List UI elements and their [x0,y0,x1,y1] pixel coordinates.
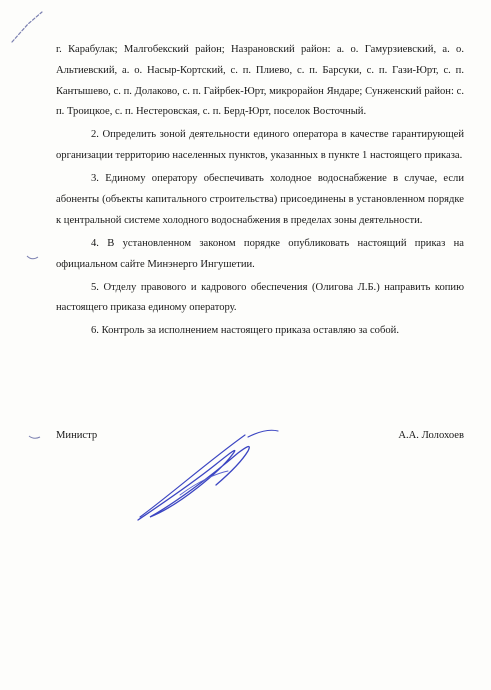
paragraph-item-4: 4. В установленном законом порядке опубликовать настоящий приказ на официальном сайте Минэнерго Ингушетии. [56,237,464,270]
paragraph-item-6: 6. Контроль за исполнением настоящего приказа оставляю за собой. [91,325,399,337]
signatory-name: А.А. Лолохоев [398,430,464,441]
margin-tick-mark [28,434,42,442]
paragraph-item-3: 3. Единому оператору обеспечивать холодное водоснабжение в случае, если абоненты (объекты капитального строительства) присоединены в установленном порядке к центральной системе холодного водоснабжения в пределах зоны деятельности. [56,173,464,226]
margin-tick-mark [26,254,40,262]
paragraph-item-2: 2. Определить зоной деятельности единого оператора в качестве гарантирующей организации территорию населенных пунктов, указанных в пункте 1 настоящего приказа. [56,129,464,162]
handwritten-signature [120,425,300,525]
paragraph-item-5: 5. Отделу правового и кадрового обеспечения (Олигова Л.Б.) направить копию настоящего приказа единому оператору. [56,281,464,314]
paragraph-settlements-list: г. Карабулак; Малгобекский район; Назрановский район: а. о. Гамурзиевский, а. о. Альтиевский, а. о. Насыр-Кортский, с. п. Плиево, с. п. Барсуки, с. п. Гази-Юрт, с. п. Кантышево, с. п. Долаково, с. п. Гайрбек-Юрт, микрорайон Яндаре; Сунженский район: с. п. Троицкое, с. п. Нестеровская, с. п. Берд-Юрт, поселок Восточный. [56,44,464,118]
scan-edge-mark [8,6,48,46]
order-body-text [56,40,464,344]
signatory-title: Министр [56,430,98,441]
